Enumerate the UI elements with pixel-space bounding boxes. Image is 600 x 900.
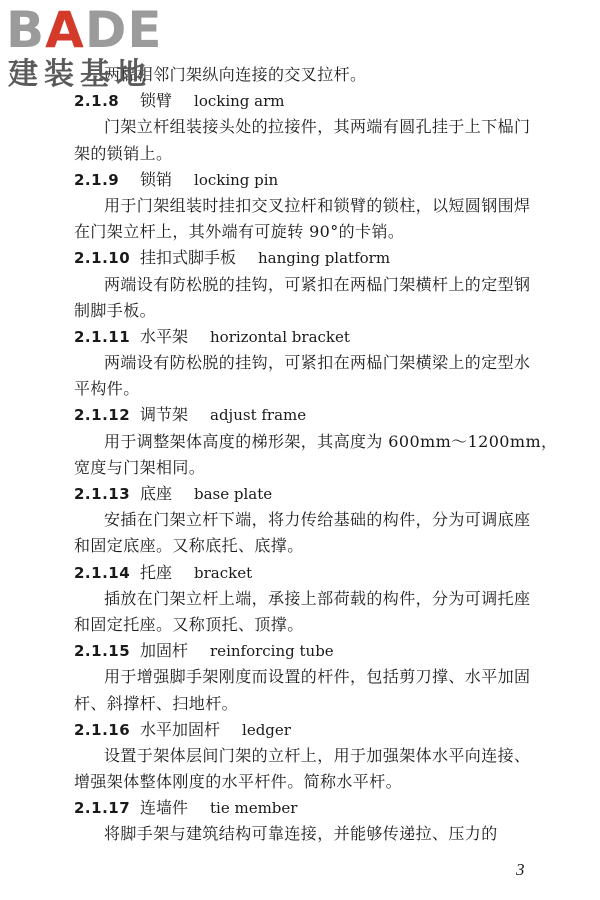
continuation-line: 两榀相邻门架纵向连接的交叉拉杆。 [104,65,367,84]
term-definition-line: 和固定底座。又称底托、底撑。 [74,536,304,556]
term-chinese: 托座 [140,562,173,582]
term-number: 2.1.9 [74,170,120,189]
term-number: 2.1.10 [74,249,131,268]
watermark-chinese-text: 建装基地 [8,57,152,92]
term-heading-2-1-10 [0,245,600,271]
term-definition-line: 杆、斜撑杆、扫地杆。 [74,693,239,713]
term-chinese: 底座 [140,484,173,503]
term-number: 2.1.11 [74,327,131,346]
term-definition-line: 和固定托座。又称顶托、顶撑。 [74,614,304,634]
term-english: reinforcing tube [210,642,334,661]
term-chinese: 连墙件 [140,798,189,818]
term-definition-line: 制脚手板。 [74,300,157,320]
term-english: hanging platform [258,249,391,268]
document-body [0,62,600,848]
term-chinese: 锁销 [140,169,173,189]
term-number: 2.1.12 [74,406,131,425]
term-number: 2.1.8 [74,92,120,111]
term-definition-line: 增强架体整体刚度的水平杆件。简称水平杆。 [74,772,403,792]
term-heading-2-1-16 [0,717,600,743]
term-chinese: 锁臂 [140,91,173,111]
term-chinese: 水平架 [140,326,189,346]
term-number: 2.1.13 [74,485,131,503]
term-definition-line: 用于增强脚手架刚度而设置的杆件，包括剪刀撑、水平加固 [104,667,531,687]
term-definition-line: 将脚手架与建筑结构可靠连接，并能够传递拉、压力的 [104,824,498,844]
term-heading-2-1-13 [0,481,600,507]
term-english: ledger [242,720,291,739]
term-definition-line: 用于调整架体高度的梯形架，其高度为 600mm～1200mm， [104,431,558,451]
term-definition-line: 门架立杆组装接头处的拉接件，其两端有圆孔挂于上下榀门 [104,117,531,137]
term-definition-line: 两端设有防松脱的挂钩，可紧扣在两榀门架横杆上的定型钢 [104,274,531,294]
term-heading-2-1-12 [0,402,600,428]
page-number: 3 [516,860,525,879]
term-english: horizontal bracket [210,327,350,346]
term-number: 2.1.16 [74,720,131,739]
term-english: tie member [210,799,298,818]
term-number: 2.1.17 [74,799,131,818]
term-english: base plate [194,485,273,503]
term-number: 2.1.14 [74,563,131,582]
watermark-logo [6,1,176,100]
term-english: locking pin [194,170,279,189]
term-chinese: 加固杆 [140,641,189,661]
term-english: adjust frame [210,406,307,425]
term-heading-2-1-15 [0,638,600,664]
term-definition-line: 设置于架体层间门架的立杆上，用于加强架体水平向连接、 [104,745,531,765]
term-definition-line: 用于门架组装时挂扣交叉拉杆和锁臂的锁柱，以短圆钢围焊 [104,195,531,215]
term-definition-line: 安插在门架立杆下端，将力传给基础的构件，分为可调底座 [104,510,531,530]
term-number: 2.1.15 [74,642,131,661]
watermark-latin-text: BADE [6,1,163,59]
term-english: bracket [194,563,253,582]
term-chinese: 挂扣式脚手板 [140,248,237,268]
term-chinese: 调节架 [140,405,189,425]
term-definition-line: 插放在门架立杆上端，承接上部荷载的构件，分为可调托座 [104,588,531,608]
term-heading-2-1-9 [0,167,600,193]
term-chinese: 水平加固杆 [140,719,221,739]
term-english: locking arm [194,92,285,111]
term-definition-line: 在门架立杆上，其外端有可旋转 90°的卡销。 [74,222,405,242]
term-heading-2-1-17 [0,795,600,821]
term-heading-2-1-14 [0,560,600,586]
term-definition-line: 宽度与门架相同。 [74,457,206,477]
term-definition-line: 两端设有防松脱的挂钩，可紧扣在两榀门架横梁上的定型水 [104,353,531,373]
term-heading-2-1-11 [0,324,600,350]
term-definition-line: 平构件。 [74,379,140,399]
term-definition-line: 架的锁销上。 [74,143,173,163]
